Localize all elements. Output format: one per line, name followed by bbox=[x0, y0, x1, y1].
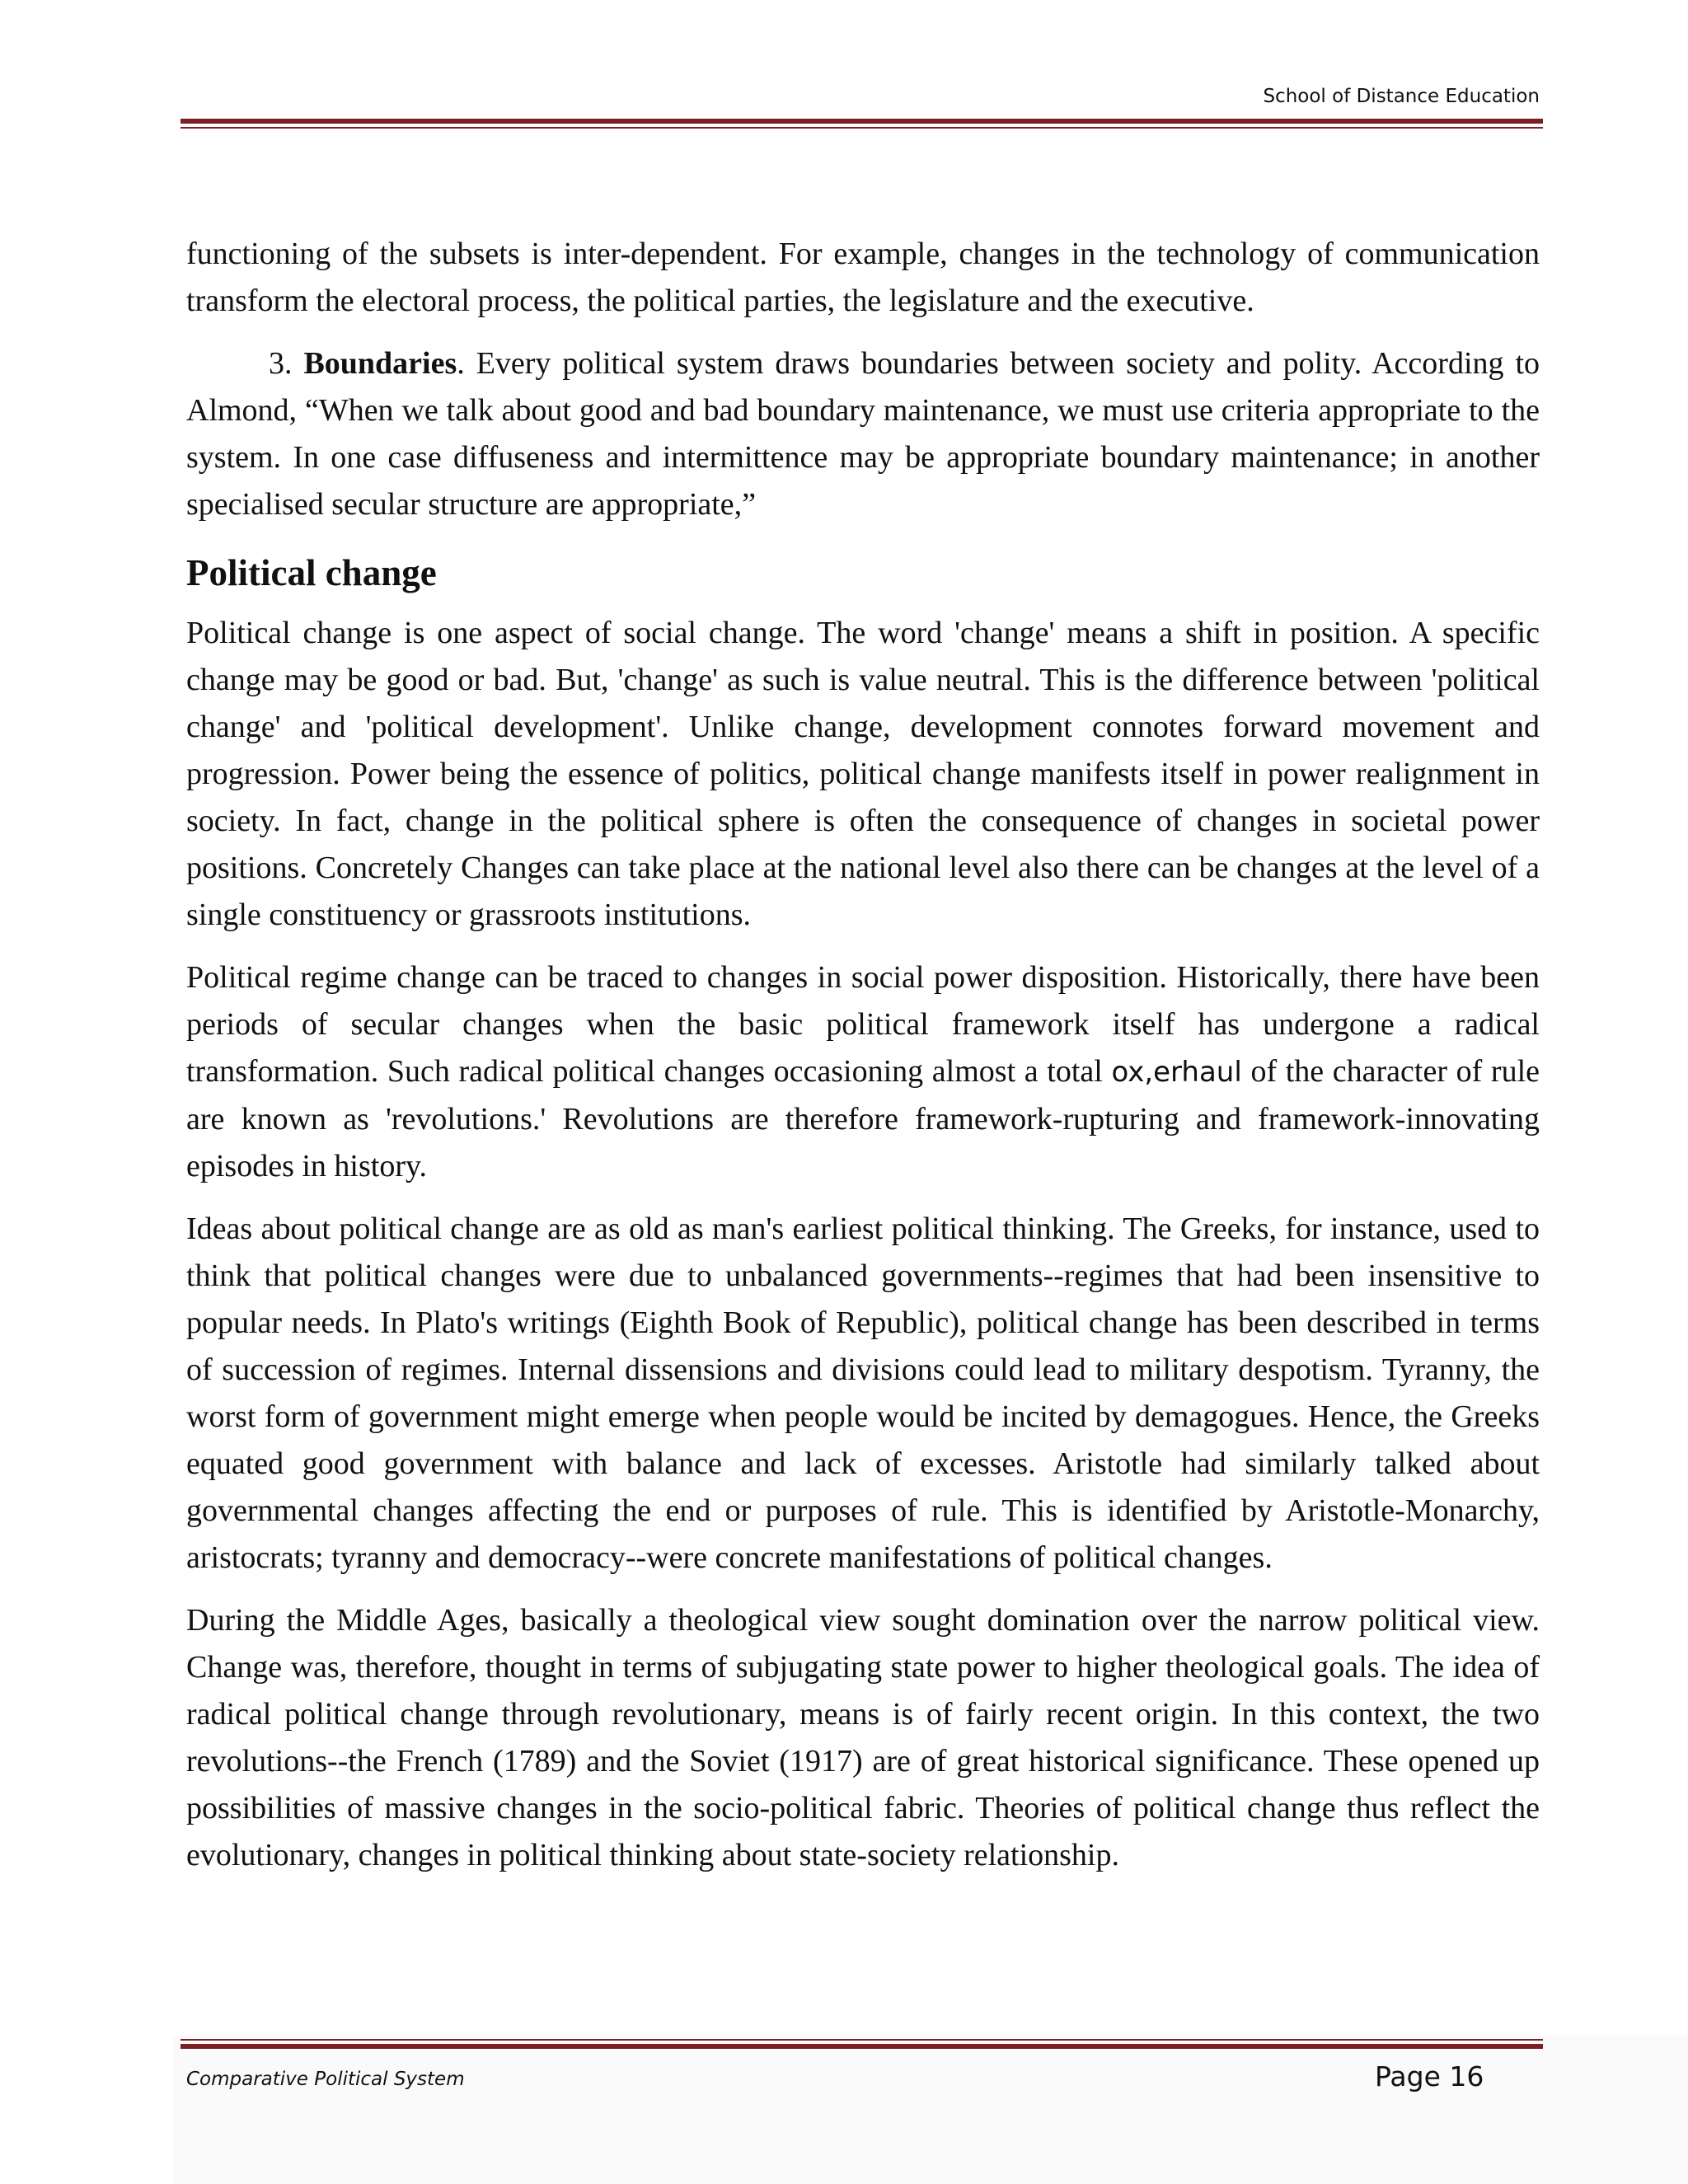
footer-rule-thin bbox=[181, 2039, 1543, 2041]
paragraph-5: Ideas about political change are as old as man's earliest political thinking. The Greeks, for instance, used to think that political changes were due to unbalanced governments--regimes that had been insensitive to popular needs. In Plato's writings (Eighth Book of Republic), political change has been described in terms of succession of regimes. Internal dissensions and divisions could lead to military despotism. Tyranny, the worst form of government might emerge when people would be incited by demagogues. Hence, the Greeks equated good government with balance and lack of excesses. Aristotle had similarly talked about governmental changes affecting the end or purposes of rule. This is identified by Aristotle-Monarchy, aristocrats; tyranny and democracy--were concrete manifestations of political changes. bbox=[186, 1212, 1540, 1575]
bottom-shade bbox=[173, 2036, 1688, 2184]
paragraph-6: During the Middle Ages, basically a theological view sought domination over the narrow political view. Change was, therefore, thought in terms of subjugating state power to higher theological goals. The idea of radical political change through revolutionary, means is of fairly recent origin. In this context, the two revolutions--the French (1789) and the Soviet (1917) are of great historical significance. These opened up possibilities of massive changes in the socio-political fabric. Theories of political change thus reflect the evolutionary, changes in political thinking about state-society relationship. bbox=[186, 1603, 1540, 1872]
paragraph-3: Political change is one aspect of social change. The word 'change' means a shift in position. A specific change may be good or bad. But, 'change' as such is value neutral. This is the difference between 'political change' and 'political development'. Unlike change, development connotes forward movement and progression. Power being the essence of politics, political change manifests itself in power realignment in society. In fact, change in the political sphere is often the consequence of changes in societal power positions. Concretely Changes can take place at the national level also there can be changes at the level of a single constituency or grassroots institutions. bbox=[186, 616, 1540, 932]
page-content bbox=[186, 231, 1540, 1895]
section-heading: Political change bbox=[186, 552, 437, 593]
paragraph-4 bbox=[186, 954, 1540, 1190]
typo-word: ox,erhaul bbox=[1111, 1056, 1242, 1089]
header-title: School of Distance Education bbox=[1263, 86, 1540, 107]
header-rule-thin bbox=[181, 127, 1543, 129]
footer-course-title: Comparative Political System bbox=[186, 2069, 465, 2090]
paragraph-4-part-b: of the character of rule are known as 'revolutions.' Revolutions are therefore framework-rupturing and framework-innovating episodes in history. bbox=[186, 1054, 1540, 1183]
list-number: 3. bbox=[269, 346, 304, 381]
page-number: Page 16 bbox=[1375, 2060, 1484, 2093]
footer-rule-thick bbox=[181, 2044, 1543, 2049]
paragraph-boundaries bbox=[186, 340, 1540, 528]
term-boundaries: Boundaries bbox=[303, 346, 457, 381]
header-rule-thick bbox=[181, 119, 1543, 124]
paragraph-4-part-a: Political regime change can be traced to changes in social power disposition. Historically, there have been periods of secular changes when the basic political framework itself has undergone a radical transformation. Such radical political changes occasioning almost a total bbox=[186, 960, 1540, 1089]
boundaries-text: . Every political system draws boundaries between society and polity. According to Almond, “When we talk about good and bad boundary maintenance, we must use criteria appropriate to the system. In one case diffuseness and intermittence may be appropriate boundary maintenance; in another specialised secular structure are appropriate,” bbox=[186, 346, 1540, 522]
paragraph-1: functioning of the subsets is inter-dependent. For example, changes in the technology of communication transform the electoral process, the political parties, the legislature and the executive. bbox=[186, 237, 1540, 318]
